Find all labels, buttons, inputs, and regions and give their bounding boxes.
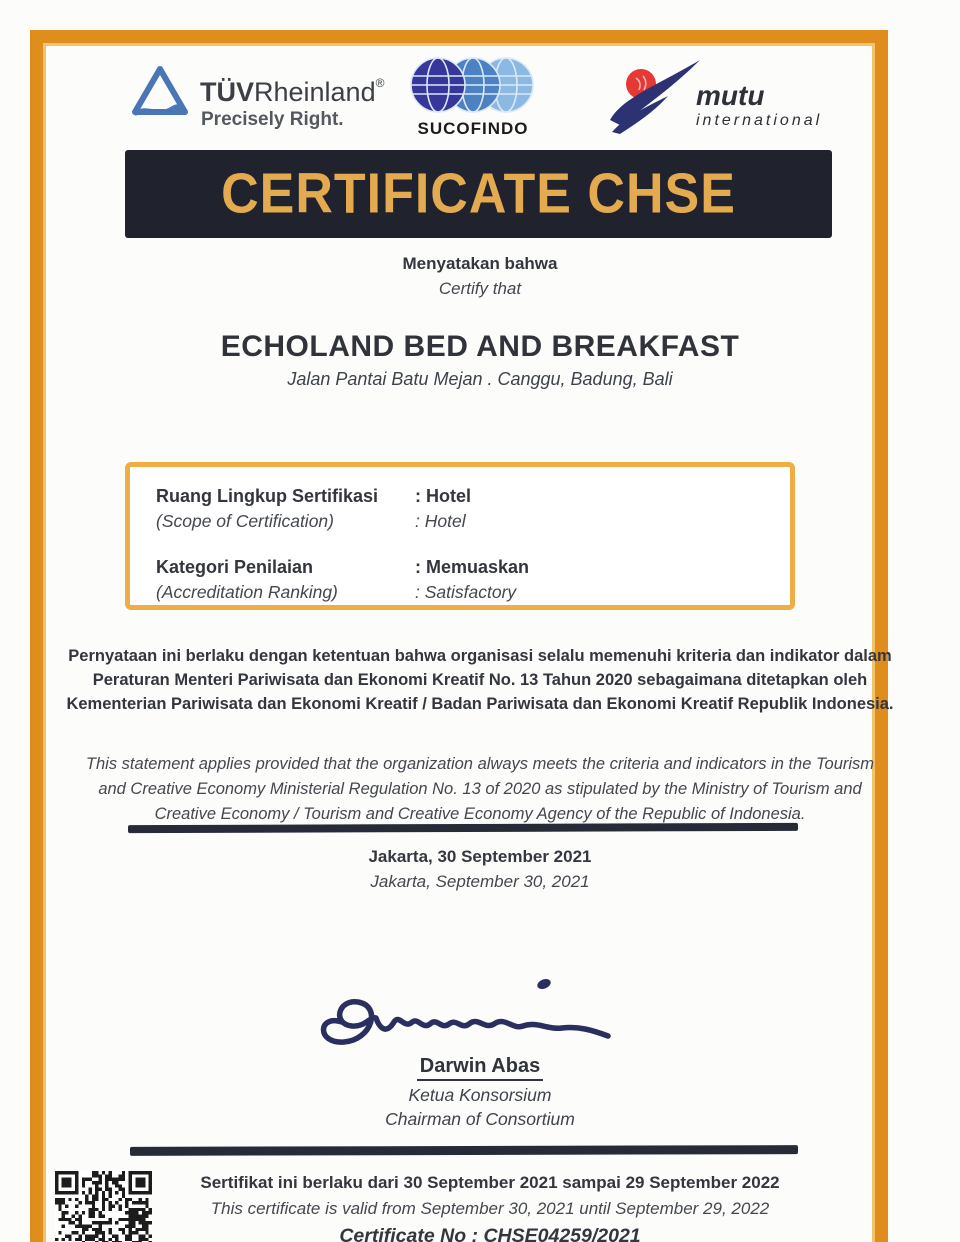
scope-value-en: : Hotel <box>415 511 466 531</box>
tuv-triangle-icon <box>128 62 192 126</box>
intro-english: Certify that <box>438 279 522 298</box>
scope-row-ranking <box>156 555 790 605</box>
ranking-value-en: : Satisfactory <box>415 582 517 602</box>
scope-value-id: : Hotel <box>415 486 471 506</box>
scope-box <box>125 462 795 610</box>
recipient-name: ECHOLAND BED AND BREAKFAST <box>220 330 740 363</box>
sucofindo-logo <box>398 55 548 139</box>
mutu-wordmark: mutu <box>696 80 765 111</box>
mutu-international-logo <box>608 58 823 136</box>
statement-indonesian: Pernyataan ini berlaku dengan ketentuan bahwa organisasi selalu memenuhi kriteria dan indikator dalam Peraturan Menteri Pariwisata dan Ekonomi Kreatif No. 13 Tahun 2020 sebagaimana ditetapkan oleh Kementerian Pariwisata dan Ekonomi Kreatif / Badan Pariwisata dan Ekonomi Kreatif Republik Indonesia. <box>66 647 894 713</box>
certificate-title: CERTIFICATE CHSE <box>221 162 736 226</box>
validity-indonesian: Sertifikat ini berlaku dari 30 September 2021 sampai 29 September 2022 <box>200 1173 780 1192</box>
statement-english: This statement applies provided that the organization always meets the criteria and indicators in the Tourism and Creative Economy Ministerial Regulation No. 13 of 2020 as stipulated by the Ministry of Tourism and Creative Economy / Tourism and Creative Economy Agency of the Republic of Indonesia. <box>85 755 875 823</box>
scope-row-certification <box>156 484 790 534</box>
ranking-label-id: Kategori Penilaian <box>156 557 314 577</box>
sucofindo-globes-icon <box>398 55 548 117</box>
ranking-value-id: : Memuaskan <box>415 557 530 577</box>
recipient-address: Jalan Pantai Batu Mejan . Canggu, Badung, Bali <box>287 369 673 389</box>
signatory-title-en: Chairman of Consortium <box>385 1109 575 1129</box>
validity-english: This certificate is valid from September 30, 2021 until September 29, 2022 <box>210 1199 770 1218</box>
dateline-english: Jakarta, September 30, 2021 <box>370 872 590 891</box>
mutu-sub-wordmark: international <box>696 112 823 129</box>
tuv-rheinland-logo <box>128 62 385 142</box>
signatory-name: Darwin Abas <box>0 1055 960 1081</box>
scope-label-id: Ruang Lingkup Sertifikasi <box>156 486 379 506</box>
ranking-label-en: (Accreditation Ranking) <box>156 582 338 602</box>
sucofindo-wordmark: SUCOFINDO <box>417 119 529 138</box>
tuv-brand-text: TÜVRheinland® <box>200 76 385 107</box>
signature <box>306 972 654 1060</box>
dateline-indonesian: Jakarta, 30 September 2021 <box>368 847 592 866</box>
scope-label-en: (Scope of Certification) <box>156 511 334 531</box>
certificate-title-banner <box>125 150 832 238</box>
divider-bar-bottom <box>130 1145 798 1156</box>
divider-bar-top <box>128 823 798 833</box>
tuv-tagline: Precisely Right. <box>201 109 344 130</box>
certificate-number: Certificate No : CHSE04259/2021 <box>339 1225 641 1242</box>
intro-indonesian: Menyatakan bahwa <box>402 254 558 273</box>
signatory-title-id: Ketua Konsorsium <box>408 1085 552 1105</box>
mutu-swoosh-icon <box>608 58 703 136</box>
